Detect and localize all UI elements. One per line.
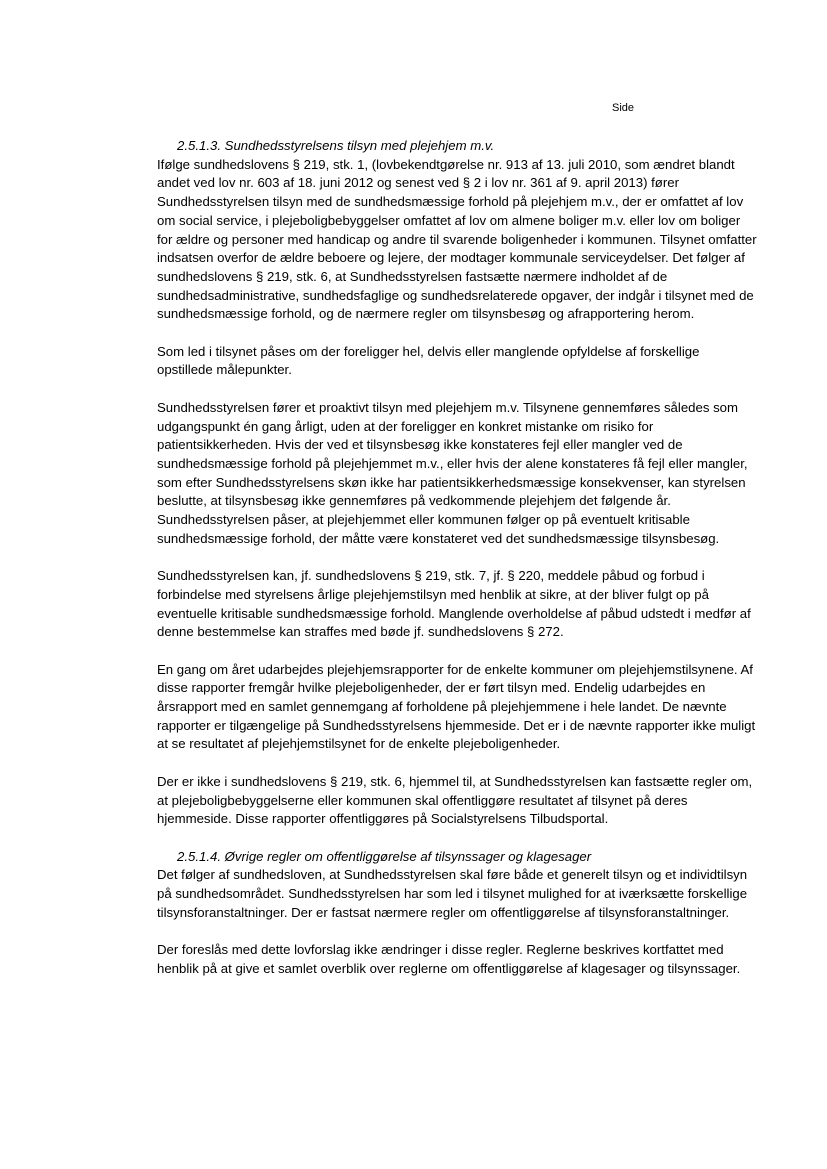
paragraph-spacer (157, 829, 757, 848)
section-heading-2-5-1-4: 2.5.1.4. Øvrige regler om offentliggørelse af tilsynssager og klagesager (177, 848, 592, 864)
paragraph-spacer (157, 324, 757, 343)
paragraph: Som led i tilsynet påses om der foreligger hel, delvis eller manglende opfyldelse af forskellige opstillede målepunkter. (157, 343, 700, 378)
document-body (157, 137, 757, 979)
paragraph: Sundhedsstyrelsen fører et proaktivt tilsyn med plejehjem m.v. Tilsynene gennemføres således som udgangspunkt én gang årligt, uden at der foreligger en konkret mistanke om risiko for patientsikkerheden. Hvis der ved et tilsynsbesøg ikke konstateres fejl eller mangler ved de sundhedsmæssige forhold på plejehjemmet m.v., eller hvis der alene konstateres få fejl eller mangler, som efter Sundhedsstyrelsens skøn ikke har patientsikkerhedsmæssige konsekvenser, kan styrelsen beslutte, at tilsynsbesøg ikke gennemføres på vedkommende plejehjem det følgende år. Sundhedsstyrelsen påser, at plejehjemmet eller kommunen følger op på eventuelt kritisable sundhedsmæssige forhold, der måtte være konstateret ved det sundhedsmæssige tilsynsbesøg. (157, 399, 748, 546)
paragraph: Sundhedsstyrelsen kan, jf. sundhedslovens § 219, stk. 7, jf. § 220, meddele påbud og forbud i forbindelse med styrelsens årlige plejehjemstilsyn med henblik at sikre, at der bliver fulgt op på eventuelle kritisable sundhedsmæssige forhold. Manglende overholdelse af påbud udstedt i medfør af denne bestemmelse kan straffes med bøde jf. sundhedslovens § 272. (157, 568, 751, 640)
paragraph: Der foreslås med dette lovforslag ikke ændringer i disse regler. Reglerne beskrives kortfattet med henblik på at give et samlet overblik over reglerne om offentliggørelse af klagesager og tilsynssager. (157, 942, 741, 976)
paragraph-spacer (157, 642, 757, 661)
paragraph-spacer (157, 754, 757, 773)
paragraph: Der er ikke i sundhedslovens § 219, stk. 6, hjemmel til, at Sundhedsstyrelsen kan fastsætte regler om, at plejeboligbebyggelserne eller kommunen skal offentliggøre resultatet af tilsynet på deres hjemmeside. Disse rapporter offentliggøres på Socialstyrelsens Tilbudsportal. (157, 773, 753, 827)
section-heading-2-5-1-3: 2.5.1.3. Sundhedsstyrelsens tilsyn med plejehjem m.v. (177, 138, 495, 153)
page-header-label: Side (612, 102, 635, 114)
paragraph-spacer (157, 380, 757, 399)
paragraph: Ifølge sundhedslovens § 219, stk. 1, (lovbekendtgørelse nr. 913 af 13. juli 2010, som ændret blandt andet ved lov nr. 603 af 18. juni 2012 og senest ved § 2 i lov nr. 361 af 9. april 2013) fører Sundhedsstyrelsen tilsyn med de sundhedsmæssige forhold på plejehjem m.v., der er omfattet af lov om social service, i plejeboligbebyggelser omfattet af lov om almene boliger m.v. eller lov om boliger for ældre og personer med handicap og andre til svarende boligenheder i kommunen. Tilsynet omfatter indsatsen overfor de ældre beboere og lejere, der modtager kommunale serviceydelser. Det følger af sundhedslovens § 219, stk. 6, at Sundhedsstyrelsen fastsætte nærmere indholdet af de sundhedsadministrative, sundhedsfaglige og sundhedsrelaterede opgaver, der indgår i tilsynet med de sundhedsmæssige forhold, og de nærmere regler om tilsynsbesøg og afrapportering herom. (157, 156, 757, 322)
paragraph: Det følger af sundhedsloven, at Sundhedsstyrelsen skal føre både et generelt tilsyn og et individtilsyn på sundhedsområdet. Sundhedsstyrelsen har som led i tilsynet mulighed for at iværksætte forskellige tilsynsforanstaltninger. Der er fastsat nærmere regler om offentliggørelse af tilsynsforanstaltninger. (157, 867, 748, 920)
paragraph: En gang om året udarbejdes plejehjemsrapporter for de enkelte kommuner om plejehjemstilsynene. Af disse rapporter fremgår hvilke plejeboligenheder, der er ført tilsyn med. Endelig udarbejdes en årsrapport med en samlet gennemgang af forholdene på plejehjemmene i hele landet. De nævnte rapporter er tilgængelige på Sundhedsstyrelsens hjemmeside. Det er i de nævnte rapporter ikke muligt at se resultatet af plejehjemstilsynet for de enkelte plejeboligenheder. (157, 661, 756, 752)
paragraph-spacer (157, 548, 757, 567)
paragraph-spacer (157, 922, 757, 941)
